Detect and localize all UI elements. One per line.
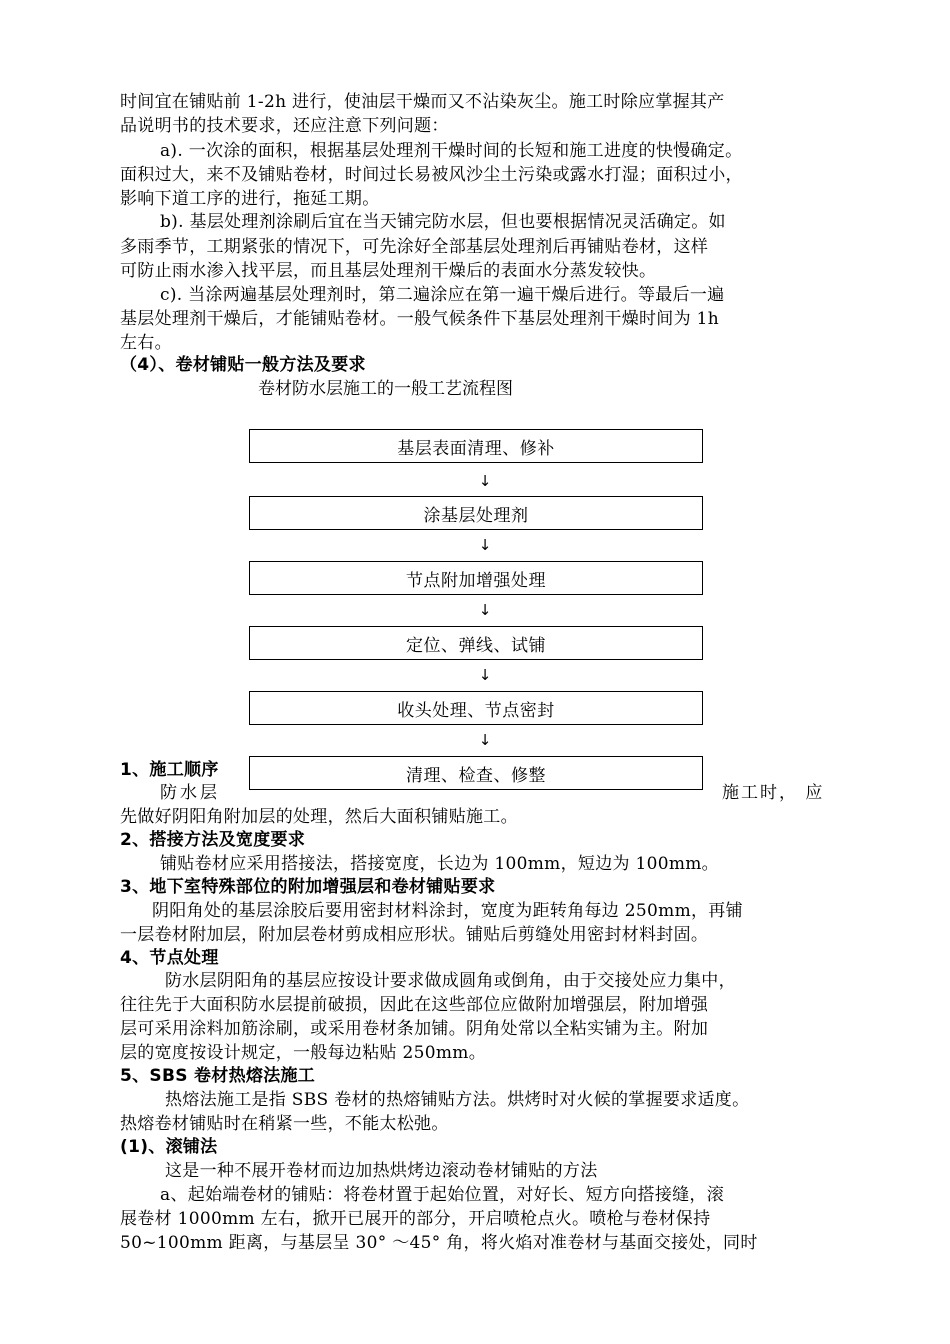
para-line: 影响下道工序的进行，拖延工期。	[120, 189, 380, 209]
para-line: 这是一种不展开卷材而边加热烘烤边滚动卷材铺贴的方法	[165, 1161, 598, 1181]
para-line: 一层卷材附加层，附加层卷材剪成相应形状。铺贴后剪缝处用密封材料封固。	[120, 925, 709, 945]
flow-step-3: 节点附加增强处理	[249, 561, 703, 595]
para-line: 阴阳角处的基层涂胶后要用密封材料涂封，宽度为距转角每边 250mm，再铺	[152, 901, 743, 921]
flow-arrow-icon: ↓	[478, 731, 492, 749]
section-heading: 2、搭接方法及宽度要求	[120, 830, 306, 850]
para-line: 施工时， 应	[722, 783, 825, 803]
section-heading: 1、施工顺序	[120, 760, 219, 780]
flowchart-caption: 卷材防水层施工的一般工艺流程图	[258, 379, 513, 399]
para-line: 多雨季节，工期紧张的情况下，可先涂好全部基层处理剂后再铺贴卷材，这样	[120, 237, 709, 257]
para-line: 铺贴卷材应采用搭接法，搭接宽度，长边为 100mm，短边为 100mm。	[160, 854, 719, 874]
para-line: 面积过大，来不及铺贴卷材，时间过长易被风沙尘土污染或露水打湿；面积过小，	[120, 165, 743, 185]
para-line: 防水层	[160, 783, 220, 803]
para-line: 层的宽度按设计规定，一般每边粘贴 250mm。	[120, 1043, 486, 1063]
para-line: 50~100mm 距离，与基层呈 30° ～45° 角，将火焰对准卷材与基面交接处，同时	[120, 1233, 758, 1253]
para-line: 基层处理剂干燥后，才能铺贴卷材。一般气候条件下基层处理剂干燥时间为 1h	[120, 309, 719, 329]
flow-arrow-icon: ↓	[478, 666, 492, 684]
section-heading: 4、节点处理	[120, 948, 219, 968]
para-line: 时间宜在铺贴前 1-2h 进行，使油层干燥而又不沾染灰尘。施工时除应掌握其产	[120, 92, 725, 112]
para-line: 先做好阴阳角附加层的处理，然后大面积铺贴施工。	[120, 807, 518, 827]
flow-arrow-icon: ↓	[478, 601, 492, 619]
para-line: 可防止雨水渗入找平层，而且基层处理剂干燥后的表面水分蒸发较快。	[120, 261, 657, 281]
para-line: 防水层阴阳角的基层应按设计要求做成圆角或倒角，由于交接处应力集中，	[165, 971, 736, 991]
flow-step-6: 清理、检查、修整	[249, 756, 703, 790]
para-line: 热熔卷材铺贴时在稍紧一些，不能太松弛。	[120, 1114, 449, 1134]
section-heading: 5、SBS 卷材热熔法施工	[120, 1066, 316, 1086]
para-line: c). 当涂两遍基层处理剂时，第二遍涂应在第一遍干燥后进行。等最后一遍	[160, 285, 725, 305]
para-line: 展卷材 1000mm 左右，掀开已展开的部分，开启喷枪点火。喷枪与卷材保持	[120, 1209, 711, 1229]
section-heading: (1)、滚铺法	[120, 1137, 218, 1157]
para-line: 热熔法施工是指 SBS 卷材的热熔铺贴方法。烘烤时对火候的掌握要求适度。	[165, 1090, 750, 1110]
flow-arrow-icon: ↓	[478, 472, 492, 490]
flow-step-2: 涂基层处理剂	[249, 496, 703, 530]
section-heading: 3、地下室特殊部位的附加增强层和卷材铺贴要求	[120, 877, 496, 897]
section-heading: （4）、卷材铺贴一般方法及要求	[120, 355, 366, 375]
para-line: 品说明书的技术要求，还应注意下列问题：	[120, 116, 449, 136]
flow-step-4: 定位、弹线、试铺	[249, 626, 703, 660]
flow-step-5: 收头处理、节点密封	[249, 691, 703, 725]
para-line: 左右。	[120, 333, 172, 353]
para-line: a). 一次涂的面积，根据基层处理剂干燥时间的长短和施工进度的快慢确定。	[160, 141, 743, 161]
para-line: a、起始端卷材的铺贴：将卷材置于起始位置，对好长、短方向搭接缝，滚	[160, 1185, 725, 1205]
para-line: 往往先于大面积防水层提前破损，因此在这些部位应做附加增强层，附加增强	[120, 995, 709, 1015]
flow-step-1: 基层表面清理、修补	[249, 429, 703, 463]
flow-arrow-icon: ↓	[478, 536, 492, 554]
para-line: 层可采用涂料加筋涂刷，或采用卷材条加铺。阴角处常以全粘实铺为主。附加	[120, 1019, 709, 1039]
para-line: b). 基层处理剂涂刷后宜在当天铺完防水层，但也要根据情况灵活确定。如	[160, 212, 726, 232]
